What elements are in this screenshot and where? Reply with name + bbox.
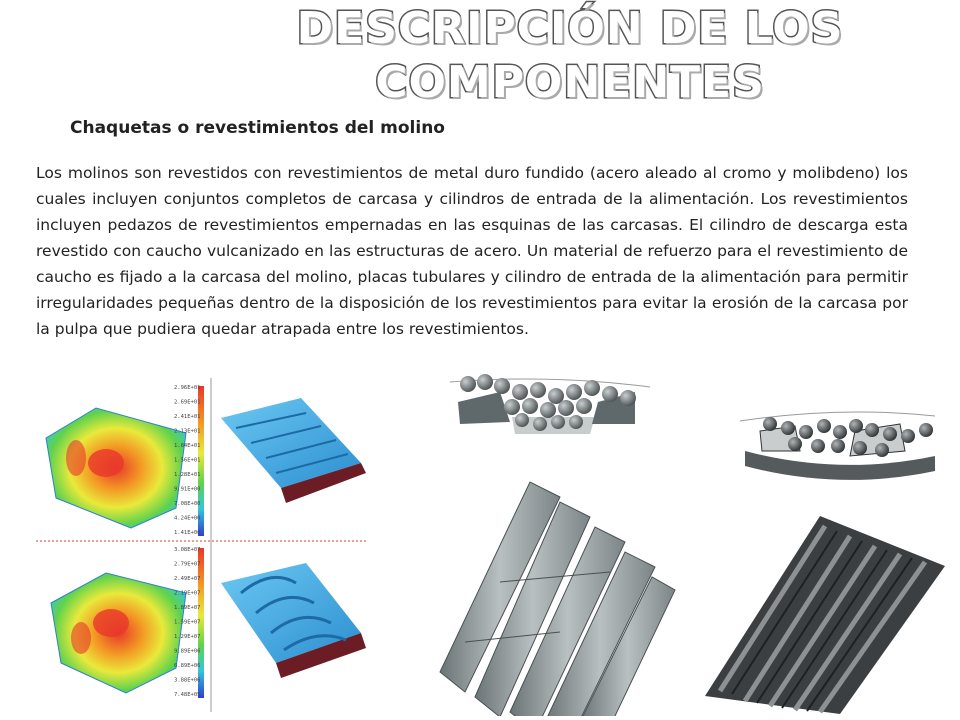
grinding-ball bbox=[533, 417, 547, 431]
legend-value: 1.29E+07 bbox=[174, 634, 201, 640]
legend-labels-top bbox=[174, 385, 201, 536]
legend-value: 6.89E+06 bbox=[174, 663, 201, 669]
legend-value: 2.41E+01 bbox=[174, 414, 201, 420]
grinding-ball bbox=[919, 423, 933, 437]
grinding-ball bbox=[865, 423, 879, 437]
legend-value: 1.89E+07 bbox=[174, 605, 201, 611]
legend-value: 1.84E+01 bbox=[174, 443, 201, 449]
legend-value: 2.79E+07 bbox=[174, 561, 201, 568]
grinding-ball bbox=[883, 427, 897, 441]
legend-value: 4.24E+00 bbox=[174, 515, 201, 522]
liner-bars-isometric bbox=[440, 482, 675, 716]
grinding-ball bbox=[576, 398, 592, 414]
heatmap-plate-bottom bbox=[51, 573, 186, 693]
legend-value: 9.89E+06 bbox=[174, 648, 201, 655]
grinding-ball bbox=[781, 421, 795, 435]
grinding-ball bbox=[530, 382, 546, 398]
body-paragraph: Los molinos son revestidos con revestimientos de metal duro fundido (acero aleado al cromo y molibdeno) los cuales incluyen conjuntos completos de carcasa y cilindros de entrada de la alimentación. Los revestimientos incluyen pedazos de revestimientos empernadas en las esquinas de las carcasas. El cilindro de descarga esta revestido con caucho vulcanizado en las estructuras de acero. Un material de refuerzo para el revestimiento de caucho es fijado a la carcasa del molino, placas tubulares y cilindro de entrada de la alimentación para permitir irregularidades pequeñas dentro de la disposición de los revestimientos para evitar la erosión de la carcasa por la pulpa que pudiera quedar atrapada entre los revestimientos. bbox=[36, 164, 908, 338]
grinding-ball bbox=[522, 398, 538, 414]
slide-title-line-1: DESCRIPCIÓN DE LOS bbox=[296, 3, 844, 54]
grinding-ball bbox=[512, 384, 528, 400]
legend-value: 2.49E+07 bbox=[174, 576, 201, 582]
liner-cross-section bbox=[450, 374, 650, 434]
legend-value: 1.41E+00 bbox=[174, 530, 201, 536]
grinding-ball bbox=[504, 399, 520, 415]
fea-stress-figure bbox=[36, 378, 366, 712]
metal-liner-svg bbox=[420, 362, 680, 716]
grinding-ball bbox=[620, 390, 636, 406]
grinding-ball bbox=[494, 378, 510, 394]
liner-model-bottom bbox=[221, 563, 366, 678]
legend-value: 7.08E+00 bbox=[174, 501, 201, 507]
grinding-ball bbox=[788, 437, 802, 451]
grinding-ball bbox=[477, 374, 493, 390]
slide-title-line-2: COMPONENTES bbox=[375, 57, 765, 108]
legend-value: 1.56E+01 bbox=[174, 457, 201, 464]
grinding-ball bbox=[566, 384, 582, 400]
section-subtitle: Chaquetas o revestimientos del molino bbox=[70, 118, 445, 138]
grinding-ball bbox=[817, 419, 831, 433]
grinding-ball bbox=[799, 425, 813, 439]
grinding-ball bbox=[569, 415, 583, 429]
grinding-ball bbox=[833, 425, 847, 439]
liner-model-top bbox=[221, 398, 366, 503]
legend-value: 2.69E+01 bbox=[174, 399, 201, 406]
rubber-liner-svg bbox=[700, 396, 950, 714]
slide-title bbox=[280, 2, 860, 110]
legend-value: 1.59E+07 bbox=[174, 619, 201, 626]
legend-value: 2.19E+07 bbox=[174, 590, 201, 597]
rubber-cross-section bbox=[740, 412, 935, 480]
grinding-ball bbox=[602, 386, 618, 402]
legend-value: 7.48E+05 bbox=[174, 692, 201, 698]
grinding-ball bbox=[831, 439, 845, 453]
heatmap-plate-top bbox=[46, 408, 186, 528]
grinding-ball bbox=[460, 376, 476, 392]
legend-value: 3.08E+07 bbox=[174, 547, 201, 553]
grinding-ball bbox=[584, 380, 600, 396]
grinding-ball bbox=[515, 413, 529, 427]
grinding-ball bbox=[811, 439, 825, 453]
legend-labels-bottom bbox=[174, 547, 201, 698]
legend-value: 1.28E+01 bbox=[174, 472, 201, 478]
legend-value: 2.96E+01 bbox=[174, 385, 201, 391]
grinding-ball bbox=[540, 402, 556, 418]
grinding-ball bbox=[763, 417, 777, 431]
grinding-ball bbox=[558, 400, 574, 416]
legend-value: 9.91E+00 bbox=[174, 486, 201, 493]
rubber-liner-isometric bbox=[705, 516, 945, 714]
grinding-ball bbox=[901, 429, 915, 443]
legend-value: 2.13E+01 bbox=[174, 428, 201, 435]
grinding-ball bbox=[849, 419, 863, 433]
grinding-ball bbox=[853, 441, 867, 455]
grinding-ball bbox=[551, 415, 565, 429]
legend-value: 3.88E+06 bbox=[174, 677, 201, 684]
fea-stress-svg bbox=[36, 378, 366, 712]
metal-liner-figure bbox=[420, 362, 680, 716]
grinding-ball bbox=[875, 443, 889, 457]
rubber-liner-figure bbox=[700, 396, 950, 714]
